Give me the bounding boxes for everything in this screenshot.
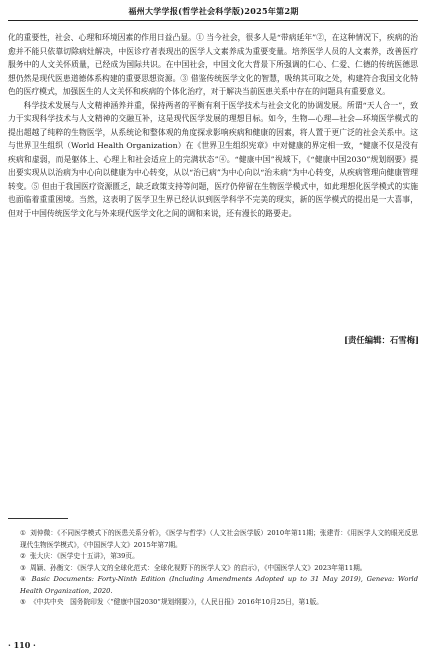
- footnote-text: 张大庆：《医学史十五讲》，第39页。: [30, 552, 139, 560]
- article-body: [8, 31, 418, 220]
- footnote-text: 刘仲微：《不同医学模式下的医患关系分析》，《医学与哲学》（人文社会医学版）2010年第11期；张建青：《用医学人文的眼光反思现代生物医学模式》，《中国医学人文》2015年第7期。: [20, 529, 418, 549]
- paragraph: 科学技术发展与人文精神涵养并重，保持两者的平衡有利于医学技术与社会文化的协调发展。所谓“天人合一”，致力于实现科学技术与人文精神的交融互补，这是现代医学发展的理想目标。如今，生物—心理—社会—环境医学模式的提出超越了纯粹的生物医学，从系统论和整体观的角度探求影响疾病和健康的因素，将人置于更广泛的社会关系中。这与世界卫生组织（World Health Organization）在《世界卫生组织宪章》中对健康的界定相一致，“健康不仅是没有疾病和虚弱，而是躯体上、心理上和社会适应上的完满状态”④。“健康中国”视域下，《“健康中国2030”规划纲要》提出要实现从以治病为中心向以健康为中心转变，从以“治已病”为中心向以“治未病”为中心转变，从疾病管理向健康管理转变。⑤ 但由于我国医疗资源匮乏，缺乏政策支持等问题，医疗仍停留在生物医学模式中，如此理想化医学模式的实施也面临着重重困境。当然，这表明了医学卫生界已经认识到医学科学不完美的现实，新的医学模式的提出是一大喜事，但对于中国传统医学文化与外来现代医学文化之间的调和来说，还有漫长的路要走。: [8, 100, 418, 218]
- footnote: [20, 574, 418, 597]
- footnote-mark: ④: [20, 575, 28, 583]
- footnote-mark: ①: [20, 529, 27, 537]
- footnote: [20, 563, 418, 575]
- page-number: · 110 ·: [8, 640, 36, 650]
- footnote-text: 周颖、孙衡文：《医学人文的全球化范式：全球化视野下的医学人文》的启示》，《中国医学人文》2023年第11期。: [30, 563, 367, 572]
- footnote: [20, 597, 418, 609]
- running-header: 福州大学学报(哲学社会科学版)2025年第2期: [128, 6, 299, 16]
- footnote-text: 《中共中央 国务院印发〈“健康中国2030”规划纲要〉》，《人民日报》2016年10月25日，第1版。: [30, 598, 323, 606]
- footnote: [20, 528, 418, 551]
- footnote-text: Basic Documents: Forty-Ninth Edition (Including Amendments Adopted up to 31 May 2019), Geneva: World Health Organization, 2020.: [20, 575, 418, 595]
- footnote-mark: ②: [20, 552, 26, 560]
- footnote: [20, 551, 418, 563]
- footnotes: [8, 528, 418, 609]
- footnote-rule: [8, 518, 68, 519]
- header-rule: [8, 20, 418, 21]
- editor-note: [责任编辑：石雪梅]: [344, 335, 419, 345]
- paragraph: 化的重要性，社会、心理和环境因素的作用日益凸显。① 当今社会，很多人是“带病延年”②，在这种情况下，疾病的治愈并不能只依靠切除病灶解决，中医诊疗者表现出的医学人文素养成为重要变量。培养医学人员的人文素养，改善医疗服务中的人文关怀质量，已经成为国际共识。在中国社会，中国文化大背景下所强调的仁心、仁爱、仁德的传统医德思想仍然是现代医患道德体系构建的重要思想资源。③ 借鉴传统医学文化的智慧，吸纳其可取之处，构建符合我国文化特色的医疗模式，加强医生的人文关怀和疾病的个体化治疗，对于解决当前医患关系中存在的问题具有重要意义。: [8, 33, 418, 96]
- footnote-mark: ⑤: [20, 598, 26, 606]
- footnote-mark: ③: [20, 563, 26, 572]
